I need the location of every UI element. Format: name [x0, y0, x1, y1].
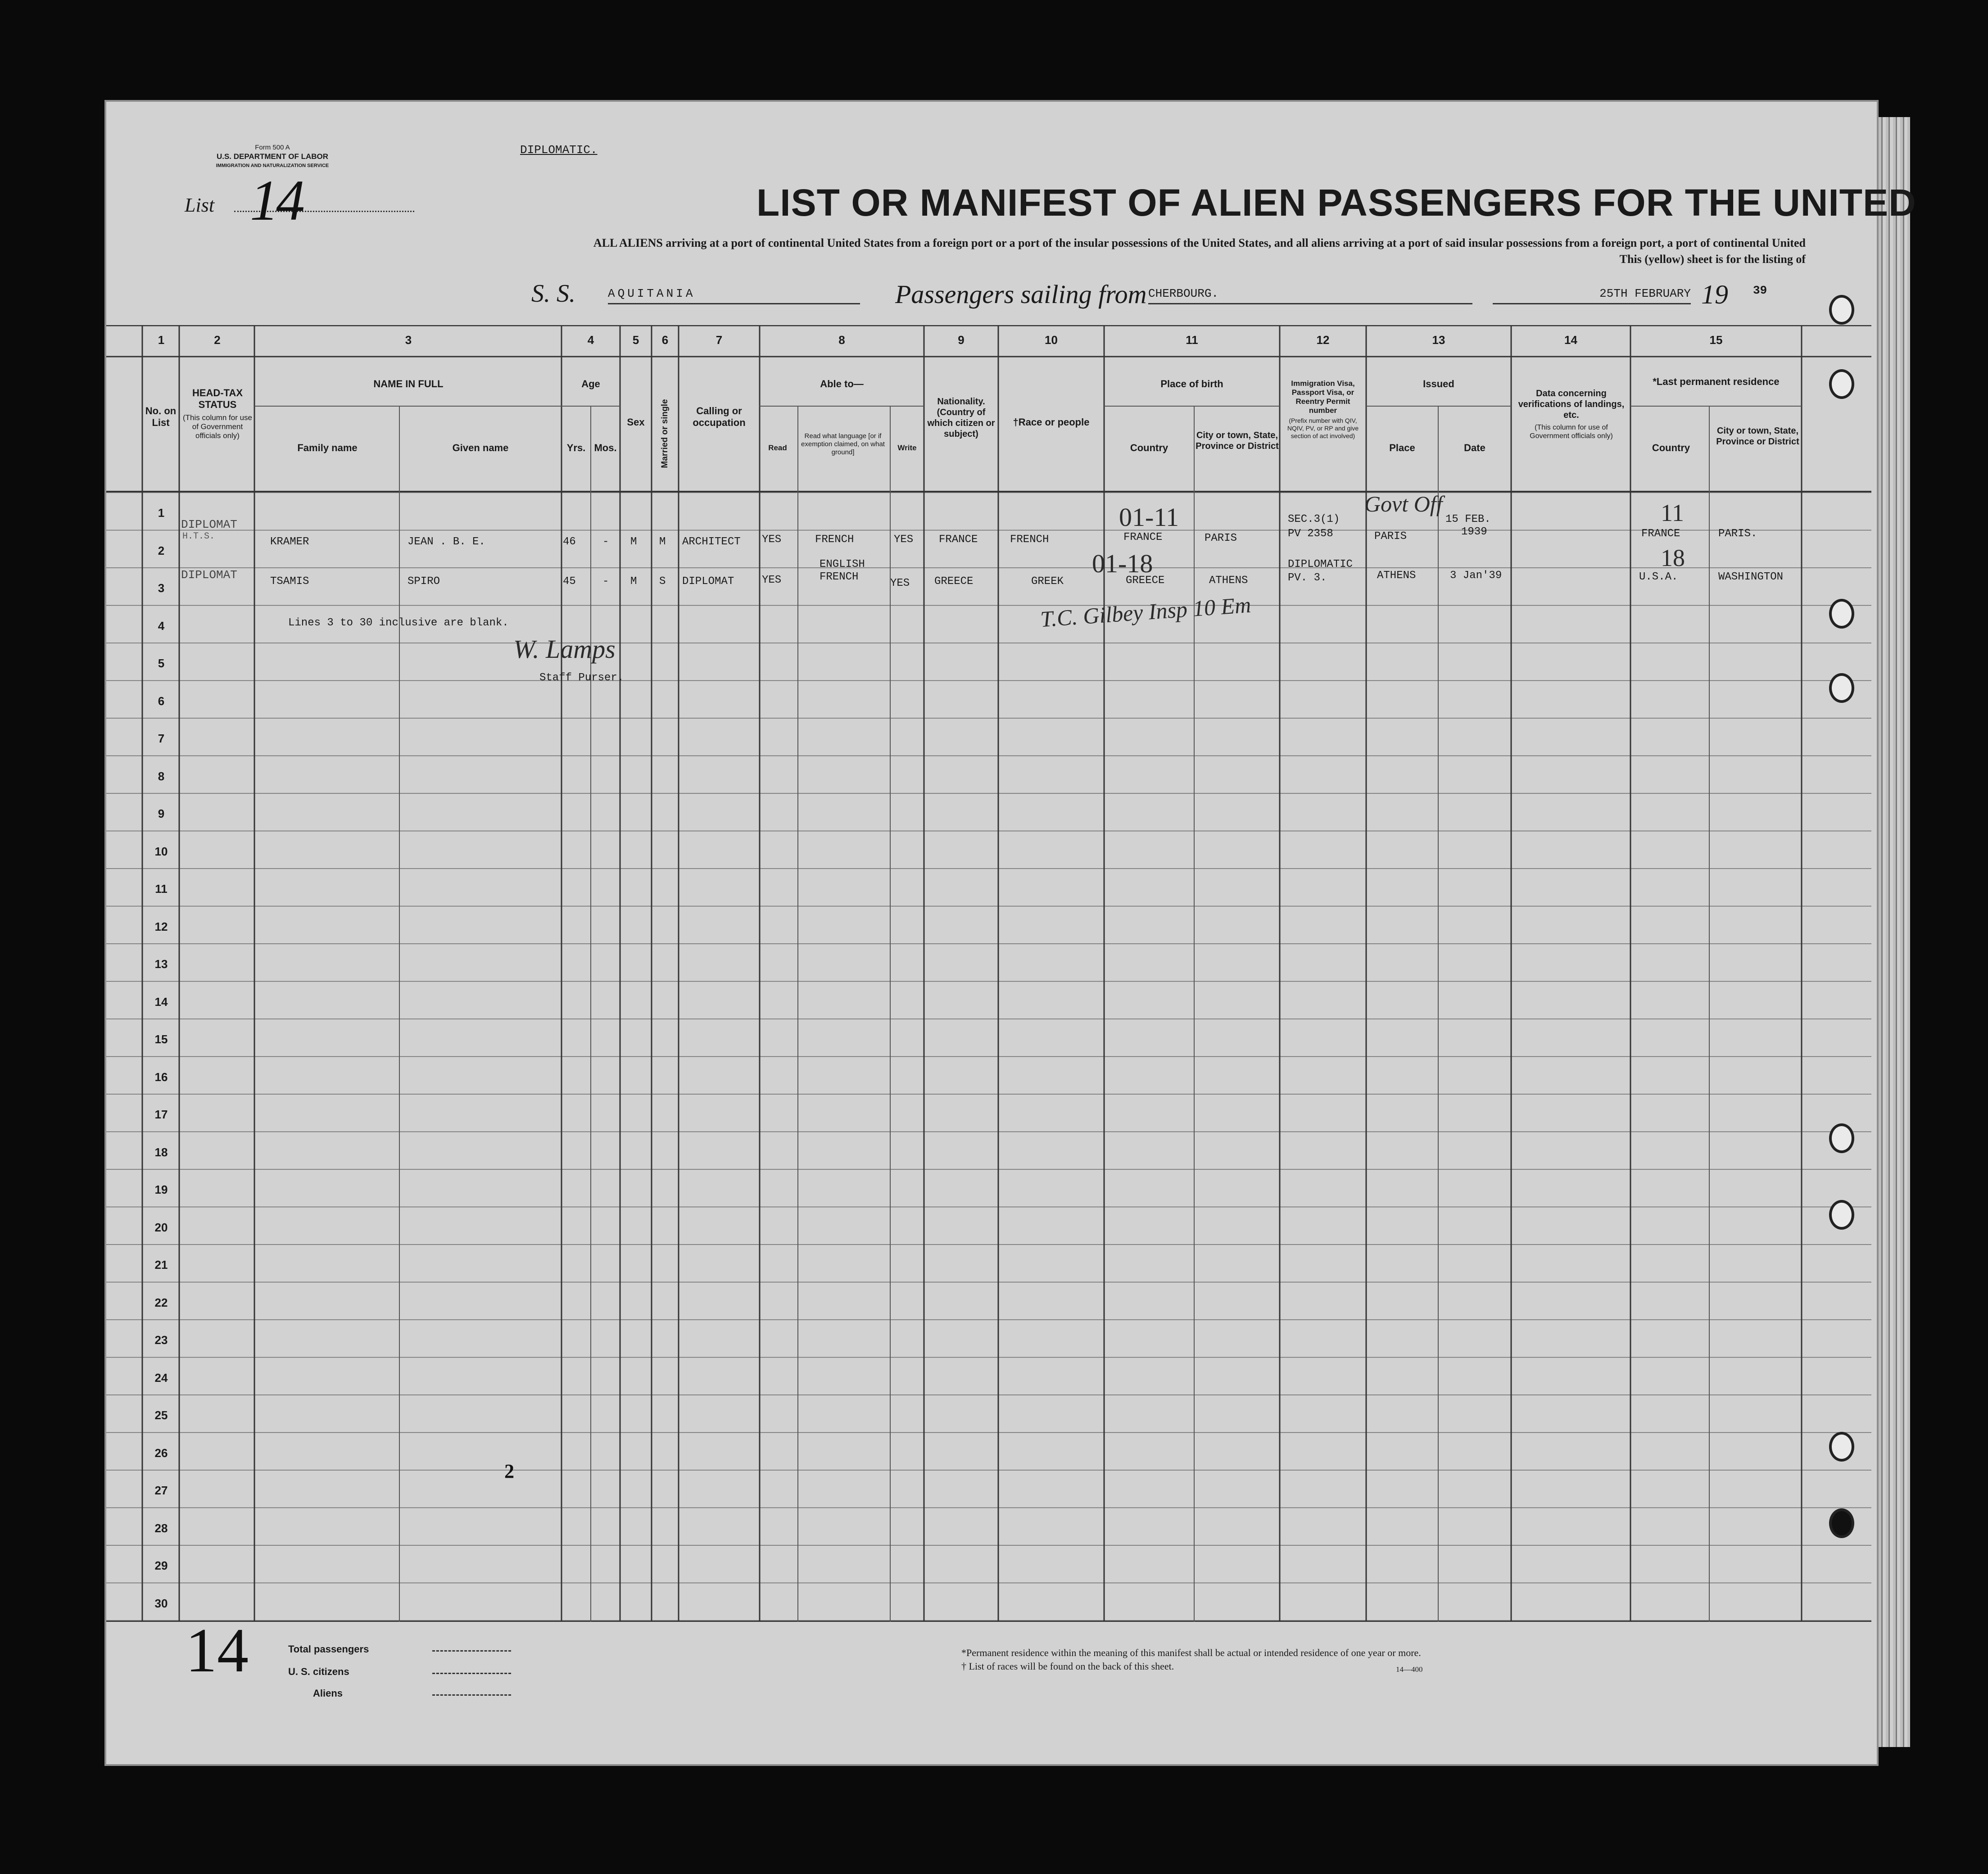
hdr-sex: Sex — [627, 416, 645, 428]
list-label: List — [185, 194, 215, 216]
binder-ring-icon — [1829, 673, 1854, 703]
row-number: 28 — [154, 1521, 168, 1535]
p1-hand-issued-note: Govt Off — [1364, 491, 1443, 516]
subtitle — [432, 235, 1806, 267]
row-number: 13 — [154, 957, 168, 971]
row-number: 10 — [154, 844, 168, 858]
col-num-10: 10 — [1045, 333, 1058, 347]
row-number: 5 — [158, 656, 165, 670]
p1-read: YES — [762, 534, 782, 546]
blank-lines-note: Lines 3 to 30 inclusive are blank. — [288, 617, 509, 629]
col-num-11: 11 — [1186, 333, 1198, 347]
p1-race: FRENCH — [1010, 534, 1049, 546]
row-number: 17 — [154, 1108, 168, 1121]
p2-sex: M — [630, 575, 637, 588]
p2-status: DIPLOMAT — [181, 568, 237, 582]
row-number: 23 — [154, 1333, 168, 1347]
p1-visa-line2: PV 2358 — [1288, 528, 1333, 540]
sailing-date: 25TH FEBRUARY — [1493, 287, 1691, 304]
races-footnote: † List of races will be found on the back of this sheet. — [961, 1661, 1174, 1672]
col-num-14: 14 — [1564, 333, 1577, 347]
hdr-issued: Issued — [1423, 378, 1454, 389]
p1-birth-city: PARIS — [1205, 532, 1237, 544]
col-num-9: 9 — [958, 333, 965, 347]
p2-race: GREEK — [1031, 575, 1064, 588]
hdr-issued-place: Place — [1389, 442, 1415, 453]
p1-status: DIPLOMAT — [181, 518, 237, 531]
p1-sex: M — [630, 536, 637, 548]
p1-status2: H.T.S. — [182, 531, 215, 542]
row-number: 7 — [158, 732, 165, 745]
row-number: 12 — [154, 919, 168, 933]
row-number: 26 — [154, 1446, 168, 1460]
col-num-8: 8 — [838, 333, 845, 347]
hdr-landings-title: Data concerning verifications of landings, etc. — [1518, 389, 1625, 420]
purser-signature: W. Lamps — [513, 634, 616, 664]
p2-mos: - — [602, 575, 609, 588]
row-number: 15 — [154, 1032, 168, 1046]
hdr-family-name: Family name — [297, 442, 358, 453]
page-title: LIST OR MANIFEST OF ALIEN PASSENGERS FOR THE UNITED — [756, 181, 1916, 224]
p2-birth-country: GREECE — [1126, 575, 1165, 587]
row-number: 22 — [154, 1295, 168, 1309]
p1-hand-birth-code: 01-11 — [1119, 502, 1179, 532]
us-citizens-label: U. S. citizens — [288, 1666, 349, 1677]
row-number: 14 — [154, 995, 168, 1009]
row-number: 6 — [158, 694, 165, 708]
hdr-landings — [1514, 388, 1629, 440]
p1-yrs: 46 — [563, 536, 576, 548]
row-number: 30 — [154, 1596, 168, 1610]
p1-issued-place: PARIS — [1374, 530, 1407, 543]
hdr-age: Age — [581, 378, 600, 389]
p1-given: JEAN . B. E. — [408, 536, 485, 548]
year-suffix: 39 — [1753, 284, 1767, 297]
p1-birth-country: FRANCE — [1123, 531, 1163, 543]
hdr-married: Married or single — [660, 399, 670, 468]
col-num-15: 15 — [1709, 333, 1723, 347]
row-number: 4 — [158, 619, 165, 633]
hdr-nationality: Nationality. (Country of which citizen or subject) — [927, 397, 995, 439]
hdr-given-name: Given name — [452, 442, 509, 453]
row-number: 29 — [154, 1559, 168, 1572]
p2-visa-line1: DIPLOMATIC — [1288, 558, 1353, 570]
p2-res-country: U.S.A. — [1639, 571, 1678, 583]
p2-yrs: 45 — [563, 575, 576, 588]
row-number: 3 — [158, 581, 165, 595]
col-num-2: 2 — [214, 333, 221, 347]
col-num-5: 5 — [632, 333, 639, 347]
p1-married: M — [659, 536, 666, 548]
hdr-head-tax — [182, 387, 253, 440]
hdr-calling: Calling or occupation — [693, 405, 746, 428]
p1-res-country: FRANCE — [1641, 528, 1680, 540]
aliens-line — [432, 1694, 511, 1696]
col-num-3: 3 — [405, 333, 412, 347]
hdr-yrs: Yrs. — [566, 442, 586, 453]
hdr-name-in-full: NAME IN FULL — [373, 378, 444, 389]
ship-name: AQUITANIA — [608, 287, 860, 304]
p2-issued-date: 3 Jan'39 — [1450, 570, 1502, 582]
p2-hand-residence-code: 18 — [1661, 544, 1685, 571]
p2-family: TSAMIS — [270, 575, 309, 588]
us-citizens-line — [432, 1673, 511, 1674]
inspector-signature: T.C. Gilbey Insp 10 Em — [1039, 592, 1252, 632]
hdr-birth-country: Country — [1130, 442, 1168, 453]
departure-port: CHERBOURG. — [1148, 287, 1472, 304]
hdr-able-to: Able to— — [820, 378, 864, 389]
p1-write: YES — [894, 534, 914, 546]
hdr-visa — [1282, 379, 1364, 440]
row-number: 18 — [154, 1145, 168, 1159]
ss-label: S. S. — [531, 280, 575, 308]
row-number: 2 — [158, 543, 165, 557]
col-num-13: 13 — [1432, 333, 1445, 347]
p1-nationality: FRANCE — [939, 534, 978, 546]
hdr-res-city: City or town, State, Province or District — [1716, 426, 1799, 447]
staff-purser-label: Staff Purser. — [539, 672, 624, 684]
binder-ring-icon — [1829, 1200, 1854, 1230]
p2-issued-place: ATHENS — [1377, 570, 1416, 582]
p2-married: S — [659, 575, 666, 588]
col-num-1: 1 — [158, 333, 165, 347]
p2-hand-birth-code: 01-18 — [1092, 549, 1153, 578]
p1-family: KRAMER — [270, 536, 309, 548]
col-num-4: 4 — [587, 333, 594, 347]
col-num-12: 12 — [1316, 333, 1330, 347]
list-number-handwritten: 14 — [250, 168, 302, 232]
row-number: 1 — [158, 506, 165, 520]
row-number: 11 — [155, 882, 168, 896]
p2-nationality: GREECE — [934, 575, 974, 588]
hdr-res-country: Country — [1652, 442, 1690, 453]
margin-mark: 2 — [504, 1460, 514, 1482]
hdr-landings-note: (This column for use of Government officials only) — [1530, 424, 1613, 440]
hdr-no-on-list: No. on List — [145, 405, 177, 428]
subtitle-line2: This (yellow) sheet is for the listing of — [1619, 253, 1806, 266]
p1-language: FRENCH — [815, 534, 854, 546]
hdr-write: Write — [897, 444, 917, 452]
p1-issued-date-line2: 1939 — [1461, 526, 1487, 538]
hdr-issued-date: Date — [1464, 442, 1485, 453]
hdr-visa-title: Immigration Visa, Passport Visa, or Reentry Permit number — [1291, 379, 1355, 415]
col-num-7: 7 — [715, 333, 723, 347]
binder-ring-icon — [1829, 369, 1854, 399]
p1-issued-date-line1: 15 FEB. — [1445, 513, 1491, 525]
p1-mos: - — [602, 536, 609, 548]
row-number: 16 — [154, 1070, 168, 1084]
binder-ring-icon — [1829, 1508, 1854, 1538]
p1-hand-residence-code: 11 — [1661, 499, 1684, 526]
hdr-race: †Race or people — [1013, 416, 1090, 428]
binder-ring-icon — [1829, 1432, 1854, 1462]
row-number: 24 — [154, 1371, 168, 1385]
row-number: 27 — [154, 1484, 168, 1497]
col-num-6: 6 — [661, 333, 669, 347]
hdr-birth-city: City or town, State, Province or District — [1196, 430, 1279, 451]
manifest-grid — [106, 325, 1871, 1622]
service: IMMIGRATION AND NATURALIZATION SERVICE — [216, 163, 329, 168]
aliens-label: Aliens — [313, 1688, 343, 1699]
p2-write: YES — [890, 577, 910, 589]
hdr-mos: Mos. — [594, 442, 617, 453]
classification: DIPLOMATIC. — [520, 143, 598, 157]
row-number: 25 — [154, 1408, 168, 1422]
p2-given: SPIRO — [408, 575, 440, 588]
form-code: 14—400 — [1396, 1665, 1423, 1674]
total-handwritten: 14 — [186, 1616, 249, 1685]
binder-ring-icon — [1829, 295, 1854, 325]
row-number: 20 — [154, 1220, 168, 1234]
hdr-last-residence: *Last permanent residence — [1653, 376, 1780, 387]
sailing-label: Passengers sailing from — [895, 280, 1147, 309]
department: U.S. DEPARTMENT OF LABOR — [216, 152, 329, 161]
residence-footnote: *Permanent residence within the meaning of this manifest shall be actual or intended residence of one year or more. — [961, 1647, 1421, 1658]
p2-calling: DIPLOMAT — [682, 575, 734, 588]
p2-birth-city: ATHENS — [1209, 575, 1248, 587]
row-number: 9 — [158, 807, 165, 820]
p1-visa-line1: SEC.3(1) — [1288, 513, 1340, 525]
page-edges — [1879, 117, 1910, 1747]
hdr-head-tax-note: (This column for use of Government officials only) — [183, 413, 252, 440]
hdr-visa-note: (Prefix number with QIV, NQIV, PV, or RP and give section of act involved) — [1287, 417, 1359, 439]
hdr-read-language: Read what language [or if exemption claimed, on what ground] — [801, 432, 885, 456]
p1-calling: ARCHITECT — [682, 536, 741, 548]
total-passengers-label: Total passengers — [288, 1643, 369, 1655]
row-number: 8 — [158, 769, 165, 783]
p2-visa-line2: PV. 3. — [1288, 572, 1327, 584]
row-number: 21 — [154, 1258, 168, 1272]
hdr-place-of-birth: Place of birth — [1160, 378, 1223, 389]
hdr-head-tax-title: HEAD-TAX STATUS — [192, 387, 243, 410]
p2-res-city: WASHINGTON — [1718, 571, 1784, 583]
year-prefix: 19 — [1701, 280, 1728, 309]
row-number: 19 — [154, 1183, 168, 1196]
form-number: Form 500 A — [255, 144, 290, 151]
hdr-read: Read — [768, 444, 787, 452]
p2-read: YES — [762, 574, 782, 586]
form-identifier — [178, 143, 367, 170]
binder-ring-icon — [1829, 599, 1854, 629]
p2-language-line1: ENGLISH — [820, 558, 865, 570]
p2-language-line2: FRENCH — [820, 571, 859, 583]
binder-ring-icon — [1829, 1123, 1854, 1153]
subtitle-line1: ALL ALIENS arriving at a port of continental United States from a foreign port or a port of the insular possessions of the United States, and all aliens arriving at a port of said insular possessions from a foreign port, a port of continental United — [593, 236, 1806, 249]
p1-res-city: PARIS. — [1718, 528, 1757, 540]
total-passengers-line — [432, 1650, 511, 1652]
